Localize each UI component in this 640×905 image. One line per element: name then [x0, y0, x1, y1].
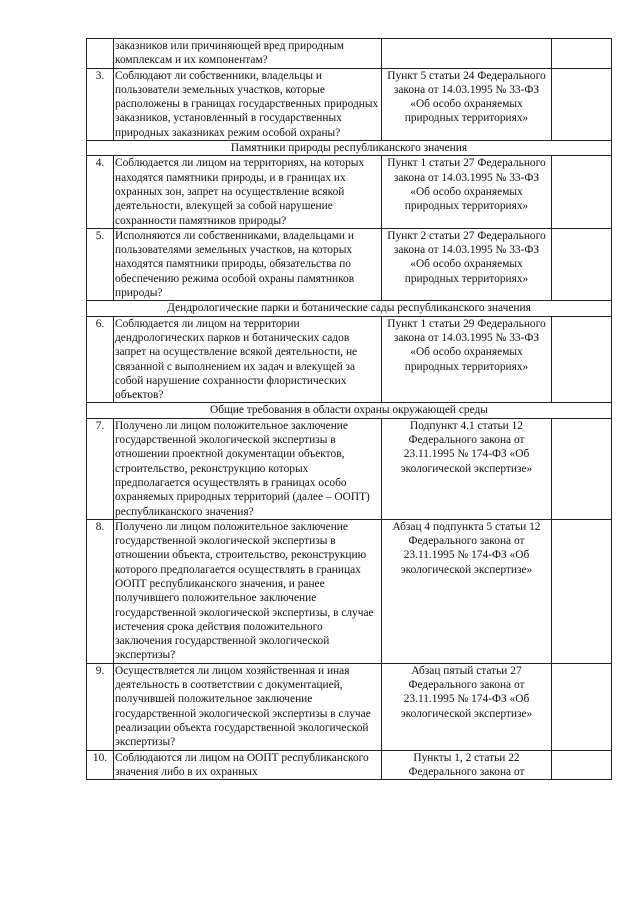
row-number: 6. — [87, 316, 114, 403]
requirement-text: Получено ли лицом положительное заключение государственной экологической экспертизы в отношении объекта, строительство, реконструкцию которого предполагается осуществлять в границах ООПТ республиканского значения, и ранее получившего положительное заключение государственной экологической экспертизы, в случае истечения срока действия положительного заключения государственной экологической экспертизы? — [114, 519, 382, 663]
answer-cell — [552, 519, 612, 663]
requirement-text: Исполняются ли собственниками, владельцами и пользователями земельных участков, на которых находятся памятники природы, обязательства по обеспечению режима особой охраны памятников природы? — [114, 228, 382, 300]
legal-basis — [382, 39, 552, 69]
table-row — [87, 68, 612, 140]
answer-cell — [552, 663, 612, 750]
answer-cell — [552, 68, 612, 140]
table-row — [87, 39, 612, 69]
requirement-text: Соблюдается ли лицом на территории дендрологических парков и ботанических садов запрет на осуществление всякой деятельности, не связанной с выполнением их задач и влекущей за собой нарушение сохранности флористических объектов? — [114, 316, 382, 403]
row-number: 7. — [87, 418, 114, 519]
legal-basis: Пункт 1 статьи 27 Федерального закона от 14.03.1995 № 33-ФЗ «Об особо охраняемых природных территориях» — [382, 156, 552, 228]
table-row — [87, 663, 612, 750]
table-row — [87, 228, 612, 300]
section-header-row — [87, 141, 612, 156]
requirement-text: Получено ли лицом положительное заключение государственной экологической экспертизы в отношении проектной документации объектов, строительство, реконструкцию которых предполагается осуществлять в границах особо охраняемых природных территорий (далее – ООПТ) республиканского значения? — [114, 418, 382, 519]
row-number: 4. — [87, 156, 114, 228]
legal-basis: Абзац 4 подпункта 5 статьи 12 Федерального закона от 23.11.1995 № 174-ФЗ «Об экологической экспертизе» — [382, 519, 552, 663]
answer-cell — [552, 156, 612, 228]
answer-cell — [552, 750, 612, 780]
row-number: 3. — [87, 68, 114, 140]
requirement-text: Соблюдается ли лицом на территориях, на которых находятся памятники природы, и в границах их охранных зон, запрет на осуществление всякой деятельности, влекущей за собой нарушение сохранности памятников природы? — [114, 156, 382, 228]
legal-basis: Пункт 1 статьи 29 Федерального закона от 14.03.1995 № 33-ФЗ «Об особо охраняемых природных территориях» — [382, 316, 552, 403]
table-row — [87, 750, 612, 780]
row-number: 5. — [87, 228, 114, 300]
requirement-text: Соблюдаются ли лицом на ООПТ республиканского значения либо в их охранных — [114, 750, 382, 780]
row-number: 9. — [87, 663, 114, 750]
answer-cell — [552, 39, 612, 69]
table-row — [87, 156, 612, 228]
section-header-row — [87, 301, 612, 316]
section-title: Дендрологические парки и ботанические сады республиканского значения — [87, 301, 612, 316]
requirement-text: Соблюдают ли собственники, владельцы и пользователи земельных участков, которые расположены в границах государственных природных заказников, установленный в государственных природных заказниках режим особой охраны? — [114, 68, 382, 140]
section-title: Памятники природы республиканского значения — [87, 141, 612, 156]
checklist-table — [86, 38, 612, 780]
legal-basis: Пункт 2 статьи 27 Федерального закона от 14.03.1995 № 33-ФЗ «Об особо охраняемых природных территориях» — [382, 228, 552, 300]
legal-basis: Абзац пятый статьи 27 Федерального закона от 23.11.1995 № 174-ФЗ «Об экологической экспертизе» — [382, 663, 552, 750]
table-row — [87, 418, 612, 519]
requirement-text: заказников или причиняющей вред природным комплексам и их компонентам? — [114, 39, 382, 69]
table-row — [87, 519, 612, 663]
legal-basis: Пункты 1, 2 статьи 22 Федерального закона от — [382, 750, 552, 780]
section-title: Общие требования в области охраны окружающей среды — [87, 403, 612, 418]
legal-basis: Подпункт 4.1 статьи 12 Федерального закона от 23.11.1995 № 174-ФЗ «Об экологической экспертизе» — [382, 418, 552, 519]
row-number: 10. — [87, 750, 114, 780]
row-number: 8. — [87, 519, 114, 663]
legal-basis: Пункт 5 статьи 24 Федерального закона от 14.03.1995 № 33-ФЗ «Об особо охраняемых природных территориях» — [382, 68, 552, 140]
answer-cell — [552, 418, 612, 519]
section-header-row — [87, 403, 612, 418]
requirement-text: Осуществляется ли лицом хозяйственная и иная деятельность в соответствии с документацией, получившей положительное заключение государственной экологической экспертизы в случае реализации объекта государственной экологической экспертизы? — [114, 663, 382, 750]
answer-cell — [552, 228, 612, 300]
answer-cell — [552, 316, 612, 403]
row-number — [87, 39, 114, 69]
table-row — [87, 316, 612, 403]
